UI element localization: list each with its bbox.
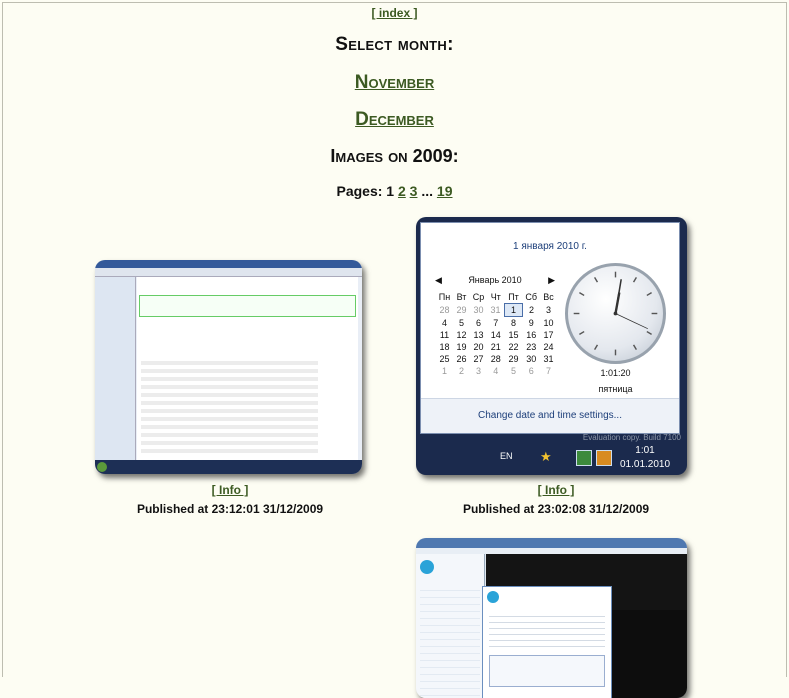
- calendar-day: 7: [545, 366, 551, 376]
- calendar-day: 10: [543, 317, 554, 328]
- published-date-1: Published at 23:12:01 31/12/2009: [136, 502, 324, 516]
- calendar-weekday-row: [436, 291, 557, 304]
- calendar-weekday: Пт: [508, 292, 519, 302]
- calendar-day: 14: [490, 330, 501, 340]
- change-date-time-link: Change date and time settings...: [421, 398, 679, 433]
- calendar-weekday: Чт: [490, 292, 501, 303]
- thumb-taskbar: [95, 460, 362, 474]
- star-icon: ★: [540, 449, 552, 464]
- images-heading: Images on 2009:: [330, 146, 459, 166]
- tray-app-icon: [576, 450, 592, 466]
- calendar-week-row: [436, 304, 557, 317]
- photo-thumbnail-2[interactable]: [416, 217, 687, 475]
- calendar-week-row: [436, 341, 557, 353]
- clock-panel: [420, 222, 680, 434]
- analog-clock-icon: [565, 263, 666, 364]
- thumb-add-contact-dialog: [482, 586, 612, 698]
- calendar-weekday: Вт: [456, 292, 467, 303]
- calendar-day: 2: [528, 305, 534, 315]
- calendar-day: 27: [473, 354, 484, 364]
- page-link-2[interactable]: 2: [397, 183, 406, 199]
- select-month-heading: Select month:: [335, 34, 454, 55]
- info-link-container-2: [418, 483, 694, 497]
- page-link-3[interactable]: 3: [409, 183, 418, 199]
- calendar-day: 30: [526, 354, 537, 364]
- thumb-start-icon: [97, 462, 107, 472]
- dialog-logo-icon: [487, 591, 499, 603]
- published-date-2: Published at 23:02:08 31/12/2009: [462, 502, 650, 516]
- calendar-day: 17: [543, 330, 554, 340]
- calendar-day: 5: [458, 317, 464, 328]
- current-page: 1: [386, 183, 395, 199]
- calendar-day: 16: [526, 330, 537, 340]
- photo-thumbnail-1[interactable]: [95, 260, 362, 474]
- calendar-day: 25: [439, 354, 450, 364]
- tray-time: 1:01: [635, 445, 655, 456]
- calendar-day: 23: [526, 342, 537, 352]
- calendar-day: 28: [490, 354, 501, 364]
- calendar-day: 26: [456, 354, 467, 364]
- month-item-december: [0, 109, 789, 131]
- info-link-1[interactable]: [ Info ]: [211, 483, 249, 497]
- calendar-day: 4: [493, 366, 499, 376]
- index-link-container: [0, 6, 789, 20]
- clock-digital-time: 1:01:20: [600, 368, 631, 378]
- calendar-weekday: Вс: [543, 292, 554, 303]
- page-link-last[interactable]: 19: [436, 183, 453, 199]
- month-item-november: [0, 72, 789, 94]
- thumb-toolbar: [95, 268, 362, 277]
- prev-month-icon: ◀: [435, 275, 442, 285]
- calendar-day: 11: [439, 330, 450, 340]
- calendar-day: 19: [456, 342, 467, 352]
- calendar-day: 3: [475, 366, 481, 376]
- info-link-container-1: [95, 483, 365, 497]
- tray-language: EN: [500, 451, 513, 461]
- info-link-2[interactable]: [ Info ]: [537, 483, 575, 497]
- calendar-day: 13: [473, 330, 484, 340]
- calendar-weekday: Пн: [438, 292, 451, 303]
- tray-date: 01.01.2010: [620, 459, 671, 470]
- calendar-month-nav: [435, 275, 555, 285]
- next-month-icon: ▶: [548, 275, 555, 285]
- pages-ellipsis: ...: [421, 183, 434, 199]
- calendar-weekday: Сб: [525, 292, 538, 303]
- pages-label: Pages:: [336, 183, 383, 199]
- calendar-month-title: Январь 2010: [468, 275, 522, 285]
- calendar-weekday: Ср: [472, 292, 485, 303]
- calendar-day: 2: [458, 366, 464, 376]
- calendar-day: 3: [545, 305, 551, 315]
- calendar-grid: [436, 291, 557, 377]
- calendar-week-row: [436, 353, 557, 365]
- month-link-november[interactable]: November: [354, 72, 435, 93]
- calendar-day: 24: [543, 342, 554, 352]
- index-link[interactable]: [ index ]: [371, 6, 418, 20]
- photo-thumbnail-3[interactable]: [416, 538, 687, 698]
- thumb-query-box: [139, 295, 356, 317]
- calendar-day: 12: [456, 330, 467, 340]
- clock-weekday: пятница: [598, 384, 633, 394]
- calendar-day: 5: [510, 366, 516, 376]
- calendar-week-row: [436, 365, 557, 377]
- calendar-day: 21: [490, 342, 501, 352]
- thumb-contact-list: [420, 584, 480, 698]
- calendar-day: 18: [439, 342, 450, 352]
- calendar-day: 1: [505, 304, 523, 317]
- calendar-day: 30: [473, 305, 484, 315]
- calendar-week-row: [436, 317, 557, 330]
- calendar-day: 20: [473, 342, 484, 352]
- thumb-sidebar: [95, 277, 136, 460]
- thumb-data-rows: [141, 357, 318, 456]
- calendar-day: 29: [456, 305, 467, 315]
- pagination: [0, 183, 789, 199]
- calendar-day: 31: [543, 354, 554, 364]
- month-link-december[interactable]: December: [355, 109, 434, 130]
- calendar-day: 1: [441, 366, 447, 376]
- calendar-day: 6: [475, 317, 481, 328]
- calendar-week-row: [436, 329, 557, 341]
- calendar-day: 29: [508, 354, 519, 364]
- calendar-day: 15: [508, 330, 519, 340]
- calendar-day: 28: [439, 305, 450, 315]
- calendar-day: 8: [510, 318, 516, 328]
- thumb-window-titlebar: [416, 538, 687, 548]
- calendar-day: 31: [490, 305, 501, 315]
- thumb-skype-panel: [416, 554, 485, 698]
- calendar-day: 7: [493, 317, 499, 328]
- calendar-day: 6: [528, 366, 534, 376]
- dialog-text-lines: [489, 611, 605, 651]
- clock-date-header: 1 января 2010 г.: [513, 241, 587, 252]
- evaluation-watermark: Evaluation copy. Build 7100: [582, 433, 681, 442]
- skype-logo-icon: [420, 560, 434, 574]
- calendar-day: 22: [508, 342, 519, 352]
- thumb-main-area: [137, 277, 358, 460]
- tray-media-icon: [596, 450, 612, 466]
- calendar-day: 4: [441, 317, 447, 328]
- thumb-window-titlebar: [95, 260, 362, 268]
- calendar-day: 9: [528, 317, 534, 328]
- dialog-results-box: [489, 655, 605, 687]
